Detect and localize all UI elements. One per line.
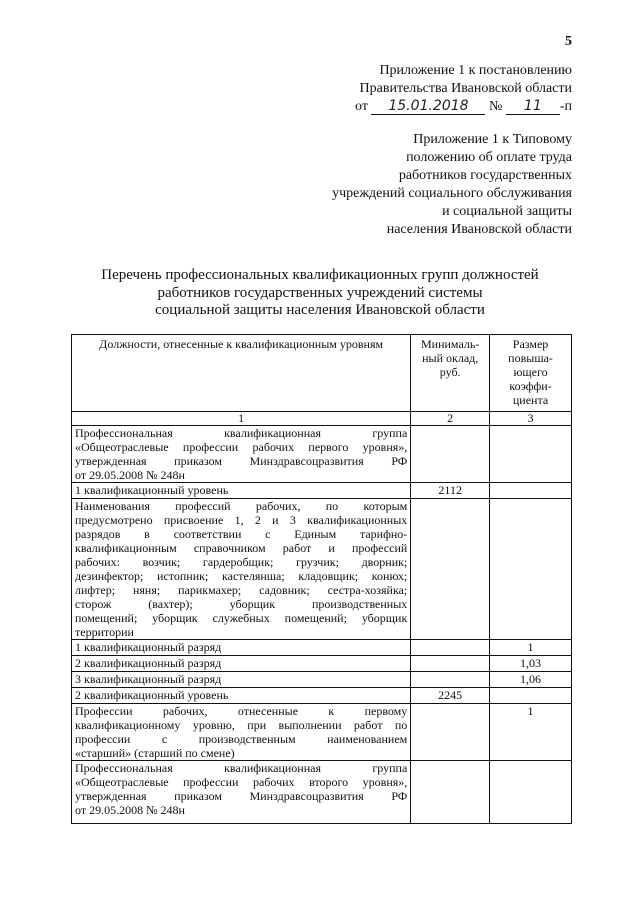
group1-row xyxy=(72,426,572,483)
level1-desc-salary-empty xyxy=(411,499,490,640)
number-prefix: № xyxy=(488,99,503,114)
group2-salary-empty xyxy=(411,761,490,824)
header-coef-l5: циента xyxy=(512,393,549,407)
group2-line-1: Профессиональная квалификационная группа xyxy=(75,761,408,775)
handwritten-date: 15.01.2018 xyxy=(371,99,485,115)
appendix-line-2: положению об оплате труда xyxy=(406,150,572,165)
level1-desc-line-9: помещений; уборщик служебных помещений; уборщик xyxy=(75,611,408,625)
grade-2-coef: 1,03 xyxy=(490,656,572,672)
appendix-line-3: работников государственных xyxy=(398,168,572,183)
grade-1-coef: 1 xyxy=(490,640,572,656)
level1-coef-empty xyxy=(490,483,572,499)
header-coef-l2: повыша- xyxy=(508,351,553,365)
grade-1-label: 1 квалификационный разряд xyxy=(72,640,411,656)
appendix-line-1: Приложение 1 к Типовому xyxy=(413,132,572,147)
level1-desc-line-5: рабочих: возчик; гардеробщик; грузчик; дворник; xyxy=(75,555,408,569)
level2-description xyxy=(72,704,411,761)
level1-row xyxy=(72,483,572,499)
header-min-salary-l2: ный оклад, xyxy=(422,351,479,365)
header-date-line xyxy=(355,98,572,116)
header-line-1: Приложение 1 к постановлению xyxy=(379,63,572,78)
group2-line-4: от 29.05.2008 № 248н xyxy=(75,803,185,817)
level2-label: 2 квалификационный уровень xyxy=(72,688,411,704)
column-number-row xyxy=(72,412,572,426)
level1-desc-line-3: разрядов в соответствии с Единым тарифно- xyxy=(75,527,408,541)
level2-desc-salary-empty xyxy=(411,704,490,761)
level1-label: 1 квалификационный уровень xyxy=(72,483,411,499)
group1-line-3: утвержденная приказом Минздравсоцразвития РФ xyxy=(75,454,408,468)
grade-3-coef: 1,06 xyxy=(490,672,572,688)
grade-3-label: 3 квалификационный разряд xyxy=(72,672,411,688)
level1-desc-row xyxy=(72,499,572,640)
number-suffix: -п xyxy=(559,99,572,114)
qualification-table xyxy=(71,334,572,824)
group1-coef-empty xyxy=(490,426,572,483)
level2-coef-empty xyxy=(490,688,572,704)
appendix-line-6: населения Ивановской области xyxy=(386,222,572,237)
group1-line-1: Профессиональная квалификационная группа xyxy=(75,426,408,440)
level1-desc-line-4: квалификационным справочником работ и профессий xyxy=(75,541,408,555)
group2-line-2: «Общеотраслевые профессии рабочих второго уровня», xyxy=(75,775,408,789)
group2-line-3: утвержденная приказом Минздравсоцразвития РФ xyxy=(75,789,408,803)
page-number: 5 xyxy=(565,34,572,49)
level1-desc-coef-empty xyxy=(490,499,572,640)
grade-3-salary-empty xyxy=(411,672,490,688)
grade-2-salary-empty xyxy=(411,656,490,672)
level1-desc-line-10: территории xyxy=(75,625,134,639)
level2-desc-line-1: Профессии рабочих, отнесенные к первому xyxy=(75,704,408,718)
level1-desc-line-7: лифтер; няня; парикмахер; садовник; сестра-хозяйка; xyxy=(75,583,408,597)
level1-desc-line-2: предусмотрено присвоение 1, 2 и 3 квалификационных xyxy=(75,513,408,527)
title-line-3: социальной защиты населения Ивановской области xyxy=(155,302,485,318)
document-title xyxy=(60,267,580,320)
col-number-3: 3 xyxy=(490,412,572,426)
title-line-2: работников государственных учреждений системы xyxy=(157,284,483,301)
header-coefficient xyxy=(490,335,572,412)
level1-desc-line-1: Наименования профессий рабочих, по которым xyxy=(75,499,408,513)
level1-desc-line-6: дезинфектор; истопник; кастелянша; кладовщик; конюх; xyxy=(75,569,408,583)
resolution-header xyxy=(355,62,572,116)
group2-row xyxy=(72,761,572,824)
grade-1-salary-empty xyxy=(411,640,490,656)
level2-salary: 2245 xyxy=(411,688,490,704)
title-line-1: Перечень профессиональных квалификационных групп должностей xyxy=(101,267,539,283)
grade-row-1 xyxy=(72,640,572,656)
col-number-1: 1 xyxy=(72,412,411,426)
header-positions: Должности, отнесенные к квалификационным уровням xyxy=(72,335,411,412)
grade-2-label: 2 квалификационный разряд xyxy=(72,656,411,672)
level2-desc-coef: 1 xyxy=(490,704,572,761)
grade-row-2 xyxy=(72,656,572,672)
group1-line-2: «Общеотраслевые профессии рабочих первого уровня», xyxy=(75,440,408,454)
level2-desc-line-3: профессии с производственным наименованием xyxy=(75,732,408,746)
appendix-line-4: учреждений социального обслуживания xyxy=(332,186,572,201)
group1-salary-empty xyxy=(411,426,490,483)
col-number-2: 2 xyxy=(411,412,490,426)
group2-coef-empty xyxy=(490,761,572,824)
header-line-2: Правительства Ивановской области xyxy=(359,81,572,96)
header-min-salary xyxy=(411,335,490,412)
handwritten-number: 11 xyxy=(506,99,560,115)
header-coef-l4: коэффи- xyxy=(509,379,552,393)
header-min-salary-l1: Минималь- xyxy=(421,337,480,351)
group1-line-4: от 29.05.2008 № 248н xyxy=(75,468,185,482)
level2-desc-line-4: «старший» (старший по смене) xyxy=(75,746,235,760)
level2-desc-row xyxy=(72,704,572,761)
appendix-line-5: и социальной защиты xyxy=(442,204,572,219)
group1-description xyxy=(72,426,411,483)
header-coef-l3: ющего xyxy=(513,365,548,379)
level1-salary: 2112 xyxy=(411,483,490,499)
level1-desc-line-8: сторож (вахтер); уборщик производственных xyxy=(75,597,408,611)
date-prefix: от xyxy=(355,99,368,114)
group2-description xyxy=(72,761,411,824)
appendix-header xyxy=(332,131,572,239)
level2-row xyxy=(72,688,572,704)
level2-desc-line-2: квалификационному уровню, при выполнении работ по xyxy=(75,718,408,732)
header-min-salary-l3: руб. xyxy=(439,365,461,379)
level1-description xyxy=(72,499,411,640)
header-coef-l1: Размер xyxy=(512,337,549,351)
table-header-row xyxy=(72,335,572,412)
grade-row-3 xyxy=(72,672,572,688)
